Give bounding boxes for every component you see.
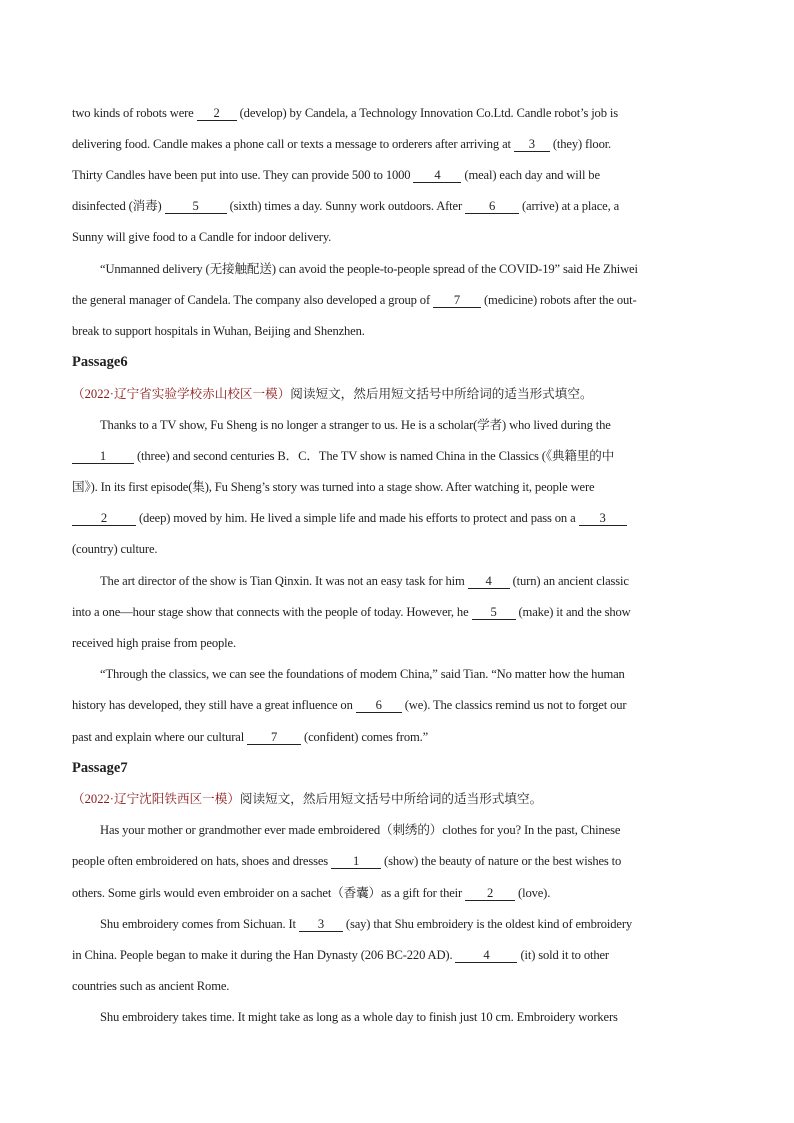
p7-line-3 — [72, 885, 550, 901]
text: (develop) by Candela, a Technology Innovation Co.Ltd. Candle robot’s job is — [236, 106, 618, 120]
text: (they) floor. — [549, 137, 612, 151]
text: (turn) an ancient classic — [509, 574, 629, 588]
text: past and explain where our cultural — [72, 730, 248, 744]
passage6-source-line — [72, 386, 593, 402]
passage6-instruction: 阅读短文，然后用短文括号中所给词的适当形式填空。 — [290, 387, 593, 401]
text: (meal) each day and will be — [461, 168, 600, 182]
answer-blank[interactable] — [413, 169, 461, 183]
p5-line-8: break to support hospitals in Wuhan, Beijing and Shenzhen. — [72, 324, 365, 338]
text: (make) it and the show — [515, 605, 631, 619]
p5-line-2 — [72, 136, 611, 152]
text: the general manager of Candela. The company also developed a group of — [72, 293, 433, 307]
blank-number: 2 — [486, 886, 494, 900]
passage7-source-line — [72, 791, 542, 807]
text: (show) the beauty of nature or the best wishes to — [381, 854, 622, 868]
answer-blank[interactable] — [331, 855, 381, 869]
p6-line-10 — [72, 697, 626, 713]
p5-line-6: “Unmanned delivery (无接触配送) can avoid the people-to-people spread of the COVID-19” said He Zhiwei — [100, 262, 638, 276]
p6-line-9: “Through the classics, we can see the foundations of modem China,” said Tian. “No matter how the human — [100, 667, 625, 681]
text: Shu embroidery comes from Sichuan. It — [100, 917, 299, 931]
blank-number: 5 — [490, 605, 497, 619]
answer-blank[interactable] — [579, 512, 627, 526]
text: (love). — [515, 886, 551, 900]
p5-line-1 — [72, 105, 618, 121]
text: others. Some girls would even embroider on a sachet（香囊）as a gift for their — [72, 886, 466, 900]
blank-number: 3 — [528, 137, 535, 151]
p7-line-7: Shu embroidery takes time. It might take as long as a whole day to finish just 10 cm. Embroidery workers — [100, 1010, 618, 1024]
p6-line-2 — [72, 448, 614, 464]
p7-line-2 — [72, 853, 621, 869]
blank-number: 6 — [488, 199, 496, 213]
text: (confident) comes from.” — [301, 730, 429, 744]
blank-number: 2 — [100, 511, 108, 525]
text: (we). The classics remind us not to forget our — [401, 698, 627, 712]
answer-blank[interactable] — [247, 731, 301, 745]
passage7-instruction: 阅读短文，然后用短文括号中所给词的适当形式填空。 — [239, 792, 543, 806]
p6-line-6 — [100, 573, 629, 589]
blank-number: 6 — [375, 698, 382, 712]
text: two kinds of robots were — [72, 106, 197, 120]
answer-blank[interactable] — [197, 107, 237, 121]
blank-number: 4 — [483, 948, 490, 962]
answer-blank[interactable] — [299, 918, 343, 932]
blank-number: 2 — [213, 106, 220, 120]
passage7-source: （2022·辽宁沈阳铁西区一模） — [72, 792, 240, 806]
p5-line-4 — [72, 198, 619, 214]
text: (medicine) robots after the out- — [481, 293, 637, 307]
answer-blank[interactable] — [455, 949, 517, 963]
text: into a one—hour stage show that connects with the people of today. However, he — [72, 605, 472, 619]
blank-number: 1 — [99, 449, 107, 463]
blank-number: 4 — [485, 574, 492, 588]
p7-line-5 — [72, 947, 609, 963]
passage7-heading: Passage7 — [72, 760, 128, 776]
blank-number: 7 — [453, 293, 461, 307]
answer-blank[interactable] — [465, 887, 515, 901]
blank-number: 4 — [434, 168, 441, 182]
answer-blank[interactable] — [356, 699, 402, 713]
blank-number: 5 — [192, 199, 199, 213]
answer-blank[interactable] — [433, 294, 481, 308]
text: (deep) moved by him. He lived a simple life and made his efforts to protect and pass on a — [136, 511, 579, 525]
passage6-heading: Passage6 — [72, 354, 128, 370]
text: delivering food. Candle makes a phone call or texts a message to orderers after arriving at — [72, 137, 514, 151]
text: (arrive) at a place, a — [519, 199, 620, 213]
blank-number: 1 — [352, 854, 360, 868]
p7-line-4 — [100, 916, 632, 932]
text: (sixth) times a day. Sunny work outdoors. After — [226, 199, 466, 213]
p5-line-3 — [72, 167, 600, 183]
text: history has developed, they still have a great influence on — [72, 698, 356, 712]
text: disinfected (消毒) — [72, 199, 165, 213]
text: in China. People began to make it during the Han Dynasty (206 BC-220 AD). — [72, 948, 456, 962]
text: (it) sold it to other — [517, 948, 609, 962]
text: The art director of the show is Tian Qinxin. It was not an easy task for him — [100, 574, 468, 588]
p6-line-8: received high praise from people. — [72, 636, 236, 650]
p5-line-5: Sunny will give food to a Candle for indoor delivery. — [72, 230, 332, 244]
p6-line-11 — [72, 729, 428, 745]
p6-line-1: Thanks to a TV show, Fu Sheng is no longer a stranger to us. He is a scholar(学者) who lived during the — [100, 418, 611, 432]
text: Thirty Candles have been put into use. They can provide 500 to 1000 — [72, 168, 414, 182]
blank-number: 3 — [599, 511, 606, 525]
text: (three) and second centuries B．C．The TV show is named China in the Classics (《典籍里的中 — [134, 449, 615, 463]
p6-line-7 — [72, 604, 631, 620]
p6-line-3: 国》). In its first episode(集), Fu Sheng’s story was turned into a stage show. After watching it, people were — [72, 480, 595, 494]
p7-line-1: Has your mother or grandmother ever made embroidered（刺绣的）clothes for you? In the past, Chinese — [100, 823, 621, 837]
p5-line-7 — [72, 292, 637, 308]
blank-number: 7 — [270, 730, 278, 744]
answer-blank[interactable] — [465, 200, 519, 214]
passage6-source: （2022·辽宁省实验学校赤山校区一模） — [72, 387, 291, 401]
p6-line-4 — [72, 510, 627, 526]
answer-blank[interactable] — [165, 200, 227, 214]
text: people often embroidered on hats, shoes and dresses — [72, 854, 332, 868]
answer-blank[interactable] — [468, 575, 510, 589]
answer-blank[interactable] — [72, 512, 136, 526]
text: (say) that Shu embroidery is the oldest kind of embroidery — [342, 917, 633, 931]
answer-blank[interactable] — [472, 606, 516, 620]
p6-line-5: (country) culture. — [72, 542, 158, 556]
answer-blank[interactable] — [72, 450, 134, 464]
p7-line-6: countries such as ancient Rome. — [72, 979, 230, 993]
answer-blank[interactable] — [514, 138, 550, 152]
blank-number: 3 — [317, 917, 324, 931]
